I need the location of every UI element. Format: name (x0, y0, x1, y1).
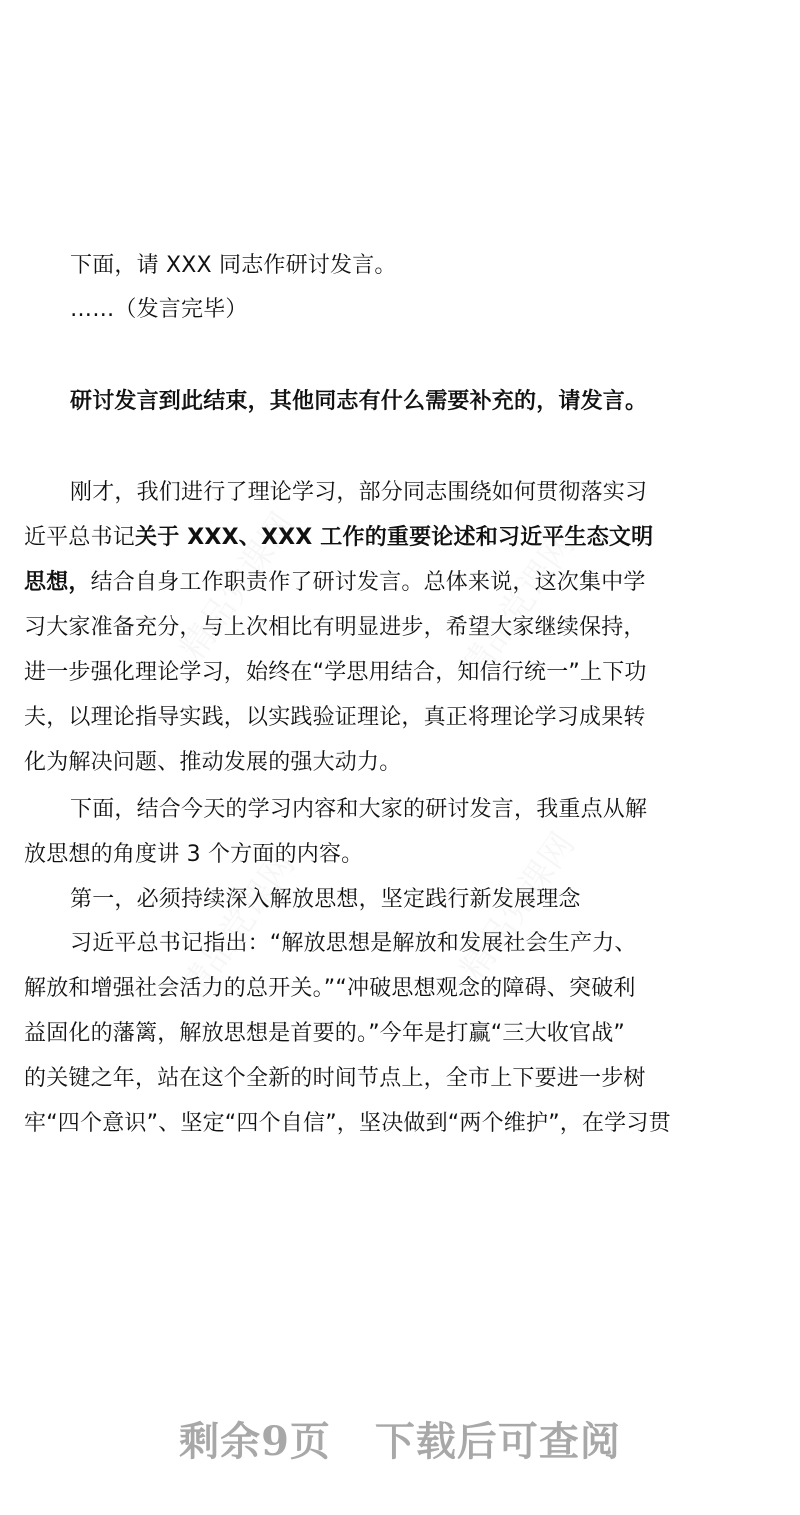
section-heading: 第一，必须持续深入解放思想，坚定践行新发展理念 (70, 887, 581, 912)
paragraph-line: 刚才，我们进行了理论学习，部分同志围绕如何贯彻落实习 (70, 480, 648, 505)
paragraph-line (24, 523, 674, 553)
bold-paragraph-line: 研讨发言到此结束，其他同志有什么需要补充的，请发言。 (70, 389, 648, 414)
paragraph-line: 习大家准备充分，与上次相比有明显进步，希望大家继续保持， (24, 615, 646, 640)
paragraph-line: 习近平总书记指出：“解放思想是解放和发展社会生产力、 (70, 931, 637, 956)
paragraph-line: 下面，请 XXX 同志作研讨发言。 (70, 253, 397, 278)
paragraph-line: 解放和增强社会活力的总开关。”“冲破思想观念的障碍、突破利 (24, 976, 636, 1001)
paragraph-line: 益固化的藩篱，解放思想是首要的。”今年是打赢“三大收官战” (24, 1021, 625, 1046)
paragraph-line: 下面，结合今天的学习内容和大家的研讨发言，我重点从解 (70, 797, 648, 822)
paragraph-line: ……（发言完毕） (70, 297, 248, 322)
paragraph-line (24, 568, 674, 598)
paragraph-line: 夫，以理论指导实践，以实践验证理论，真正将理论学习成果转 (24, 705, 646, 730)
bold-text: 思想， (24, 570, 91, 595)
line-text: 近平总书记 (24, 525, 136, 550)
line-text: 结合自身工作职责作了研讨发言。总体来说，这次集中学 (90, 570, 646, 595)
paragraph-line: 牢“四个意识”、坚定“四个自信”，坚决做到“两个维护”，在学习贯 (24, 1111, 671, 1136)
paragraph-line: 进一步强化理论学习，始终在“学思用结合，知信行统一”上下功 (24, 660, 647, 685)
download-prompt[interactable] (0, 1410, 800, 1467)
paragraph-line: 的关键之年，站在这个全新的时间节点上，全市上下要进一步树 (24, 1066, 646, 1091)
paragraph-line: 化为解决问题、推动发展的强大动力。 (24, 750, 402, 775)
remaining-pages-label: 剩余9页 (179, 1418, 331, 1465)
download-to-view-label[interactable]: 下载后可查阅 (374, 1418, 621, 1465)
paragraph-line: 放思想的角度讲 3 个方面的内容。 (24, 842, 364, 867)
bold-text: 关于 XXX、XXX 工作的重要论述和习近平生态文明 (135, 525, 654, 550)
